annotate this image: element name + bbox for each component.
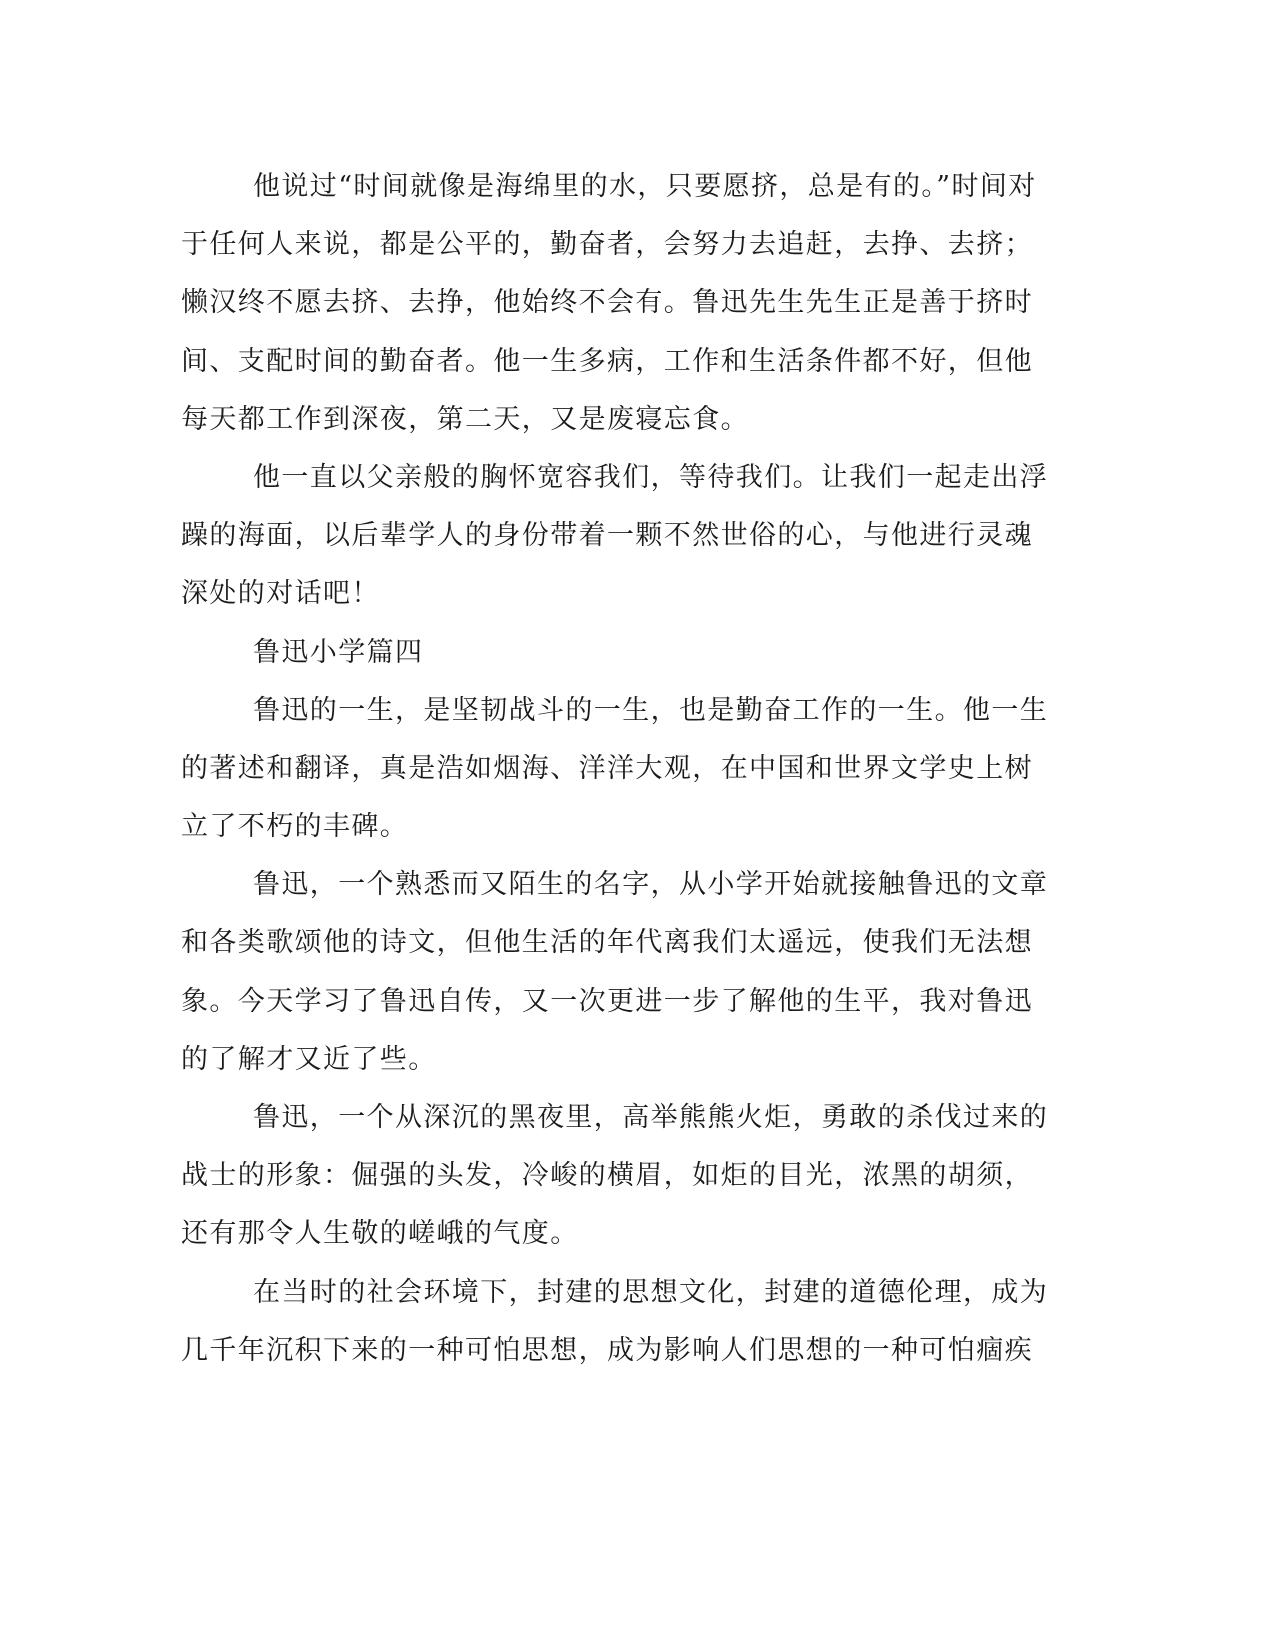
text-line: 间、支配时间的勤奋者。他一生多病，工作和生活条件都不好，但他	[181, 345, 1033, 377]
text-line: 深处的对话吧！	[181, 578, 380, 610]
text-line: 的著述和翻译，真是浩如烟海、洋洋大观，在中国和世界文学史上树	[181, 752, 1033, 784]
text-line: 躁的海面，以后辈学人的身份带着一颗不然世俗的心，与他进行灵魂	[181, 520, 1033, 552]
text-line: 战士的形象：倔强的头发，冷峻的横眉，如炬的目光，浓黑的胡须，	[181, 1160, 1033, 1192]
text-line: 鲁迅，一个从深沉的黑夜里，高举熊熊火炬，勇敢的杀伐过来的	[253, 1102, 1049, 1133]
text-line: 象。今天学习了鲁迅自传，又一次更进一步了解他的生平，我对鲁迅	[181, 985, 1033, 1017]
text-line: 几千年沉积下来的一种可怕思想，成为影响人们思想的一种可怕痼疾	[181, 1334, 1033, 1366]
text-line: 的了解才又近了些。	[181, 1043, 437, 1075]
text-line: 于任何人来说，都是公平的，勤奋者，会努力去追赶，去挣、去挤；	[181, 229, 1033, 261]
text-line: 懒汉终不愿去挤、去挣，他始终不会有。鲁迅先生先生正是善于挤时	[181, 287, 1033, 319]
text-line: 他说过“时间就像是海绵里的水，只要愿挤，总是有的。”时间对	[253, 171, 1037, 202]
text-line: 和各类歌颂他的诗文，但他生活的年代离我们太遥远，使我们无法想	[181, 927, 1033, 959]
text-line: 立了不朽的丰碑。	[181, 811, 409, 843]
text-line: 鲁迅小学篇四	[253, 636, 424, 668]
text-line: 在当时的社会环境下，封建的思想文化，封建的道德伦理，成为	[253, 1276, 1049, 1308]
text-line: 他一直以父亲般的胸怀宽容我们，等待我们。让我们一起走出浮	[253, 461, 1049, 493]
text-line: 鲁迅，一个熟悉而又陌生的名字，从小学开始就接触鲁迅的文章	[253, 869, 1049, 901]
text-line: 还有那令人生敬的嵯峨的气度。	[181, 1218, 579, 1250]
text-line: 鲁迅的一生，是坚韧战斗的一生，也是勤奋工作的一生。他一生	[253, 694, 1049, 726]
document-body	[181, 158, 1049, 1380]
text-line: 每天都工作到深夜，第二天，又是废寝忘食。	[181, 403, 749, 435]
